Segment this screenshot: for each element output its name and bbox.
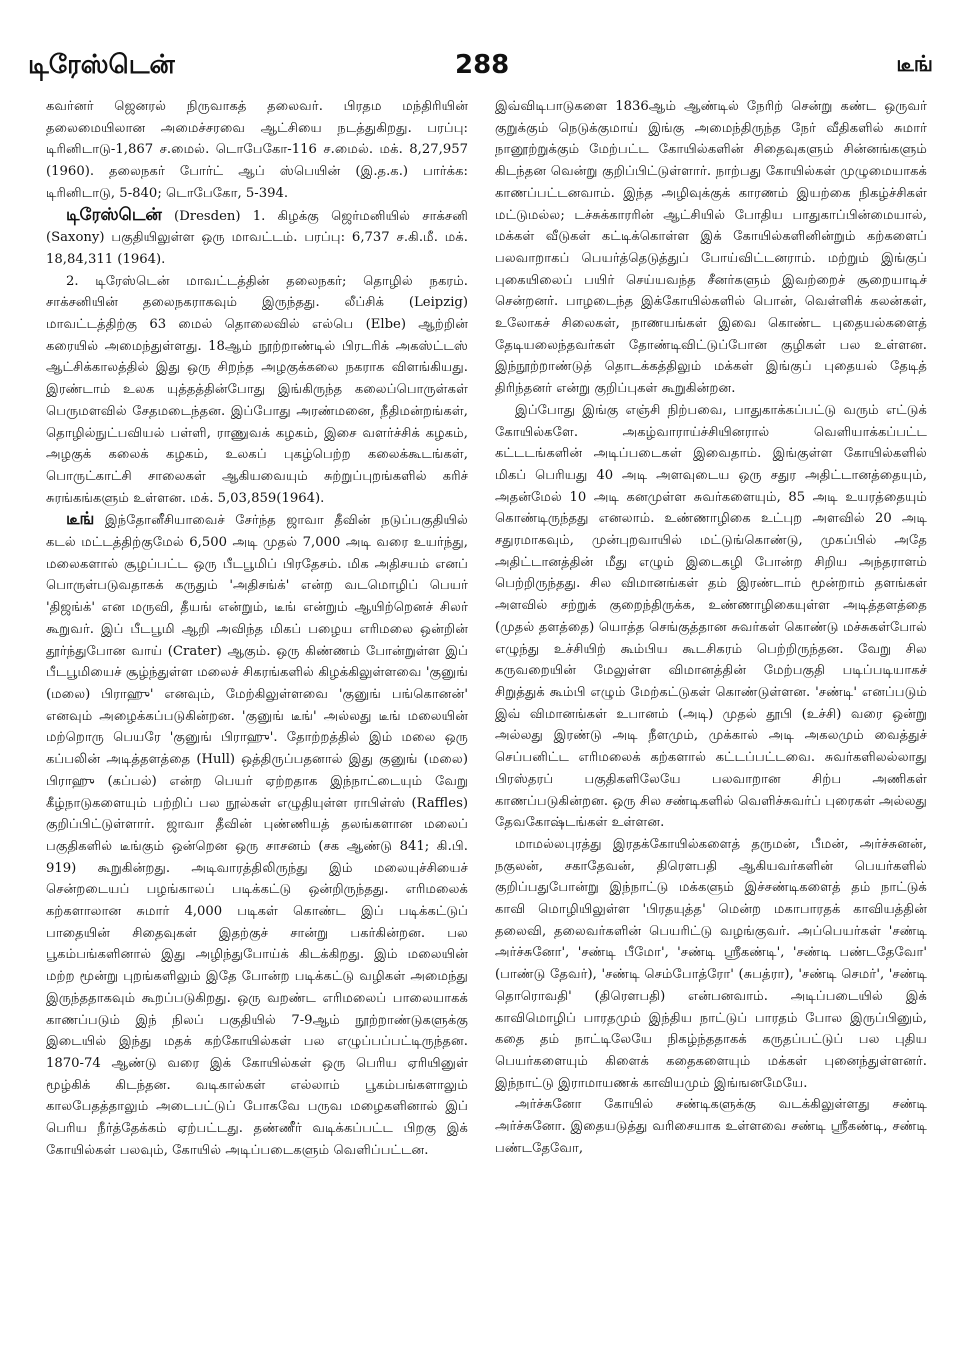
paragraph-dresden-city: 2. டிரேஸ்டென் மாவட்டத்தின் தலைநகர்; தொழில் நகரம். சாக்சனியின் தலைநகராகவும் இருந்தது. லீப்சிக் (Leipzig) மாவட்டத்திற்கு 63 மைல் தொலைவில் எல்பெ (Elbe) ஆற்றின் கரையில் அமைந்துள்ளது. 18ஆம் நூற்றாண்டில் பிரடரிக் அகஸ்ட்டஸ் ஆட்சிக்காலத்தில் இது ஒரு சிறந்த அழகுக்கலை நகராக விளங்கியது. இரண்டாம் உலக யுத்தத்தின்போது இங்கிருந்த கலைப்பொருள்கள் பெருமளவில் சேதமடைந்தன. இப்போது அரண்மனை, நீதிமன்றங்கள், தொழில்நுட்பவியல் பள்ளி, ராணுவக் கழகம், இசை வளர்ச்சிக் கழகம், அழகுக் கலைக் கழகம், உலகப் புகழ்பெற்ற கலைக்கூடங்கள், பொருட்காட்சி சாலைகள் ஆகியவையும் சுற்றுப்புறங்களில் கரிச் சுரங்கங்களும் உள்ளன. மக். 5,03,859(1964).: [46, 273, 468, 506]
page-number: 288: [455, 50, 510, 80]
entry-dresden: [46, 205, 468, 271]
paragraph-candi-names: மாமல்லபுரத்து இரதக்கோயில்களைத் தருமன், பீமன், அர்ச்சுனன், நகுலன், சகாதேவன், திரௌபதி ஆகியவர்களின் பெயர்களில் குறிப்பதுபோன்று இந்நாட்டு மக்களும் இச்சண்டிகளைத் தம் நாட்டுக் காவி மொழியிலுள்ள 'பிரதயுத்த' மென்ற மகாபாரதக் காவியத்தின் தலைவி, தலைவர்களின் பெயரிட்டு வழங்குவர். அப்பெயர்கள் 'சண்டி அர்ச்சுனோ', 'சண்டி பீமோ', 'சண்டி ஸ்ரீகண்டி', 'சண்டி பண்டதேவோ' (பாண்டு தேவர்), 'சண்டி செம்போத்ரோ' (சுபத்ரா), 'சண்டி செமர்', 'சண்டி தொரொவதி' (திரௌபதி) என்பனவாம். அடிப்படையில் இக் காவிமொழிப் பாரதமும் இந்திய நாட்டுப் பாரதம் போல இருப்பினும், கதை தம் நாட்டிலேயே நிகழ்ந்ததாகக் கருதப்பட்டுப் பல புதிய பெயர்களையும் கிளைக் கதைகளையும் மக்கள் புனைந்துள்ளனர். இந்நாட்டு இராமாயணக் காவியமும் இங்ஙனமேயே.: [495, 836, 927, 1091]
paragraph-ruins: இவ்விடிபாடுகளை 1836ஆம் ஆண்டில் நேரிற் சென்று கண்ட ஒருவர் குறுக்கும் நெடுக்குமாய் இங்கு அமைந்திருந்த நேர் வீதிகளில் சுமார் நானூற்றுக்கும் மேற்பட்ட கோயில்களின் சிதைவுகளும் சின்னங்களும் கிடந்தன வென்று குறிப்பிட்டுள்ளார். நாற்பது கோயில்கள் முழுமையாகக் காணப்பட்டனவாம். இந்த அழிவுக்குக் காரணம் இயற்கை நிகழ்ச்சிகள் மட்டுமல்ல; டச்சுக்காரரின் ஆட்சியில் போதிய பாதுகாப்பின்மையால், மக்கள் வீடுகள் கட்டிக்கொள்ள இக் கோயில்களினின்றும் கற்களைப் பலவாறாகப் பெயர்த்தெடுத்துப் போய்விட்டனராம். மற்றும் இங்குப் புகையிலைப் பயிர் செய்யவந்த சீனர்களும் இவற்றைச் சூறையாடிச் சென்றனர். பாழடைந்த இக்கோயில்களில் பொன், வெள்ளிக் கலன்கள், உலோகச் சிலைகள், நாணயங்கள் இவை கொண்ட புதையல்களைத் தேடியலைந்தவர்கள் தோண்டிவிட்டுப்போன குழிகள் பல உள்ளன. இந்நூற்றாண்டுத் தொடக்கத்திலும் மக்கள் இங்குப் புதையல் தேடித் திரிந்தனர் என்று குறிப்புகள் கூறுகின்றன.: [495, 99, 927, 397]
paragraph-trinidad-continued: கவர்னர் ஜெனரல் நிருவாகத் தலைவர். பிரதம மந்திரியின் தலைமையிலான அமைச்சரவை ஆட்சியை நடத்துகிறது. பரப்பு: டிரினிடாடு-1,867 ச.மைல். டொபேகோ-116 ச.மைல். மக். 8,27,957 (1960). தலைநகர் போர்ட் ஆப் ஸ்பெயின் (இ.த.க.) பார்க்க: டிரினிடாடு, 5-840; டொபேகோ, 5-394.: [46, 99, 468, 201]
entry-headword-dresden: டிரேஸ்டென்: [66, 204, 162, 225]
page-header: [0, 50, 967, 90]
running-title-left: டிரேஸ்டென்: [28, 50, 175, 80]
entry-text-dieng: இந்தோனீசியாவைச் சேர்ந்த ஜாவா தீவின் நடுப்பகுதியில் கடல் மட்டத்திற்குமேல் 6,500 அடி முதல் 7,000 அடி வரை உயர்ந்து, மலைகளால் சூழப்பட்ட ஒரு பீடபூமிப் பிரதேசம். மிக அதிசயம் எனப் பொருள்படுவதாகக் கருதும் 'அதிசங்க்' என்ற வடமொழிப் பெயர் 'திஜங்க்' என மருவி, தீயங் என்றும், டீங் என்றும் ஆயிற்றெனச் சிலர் கூறுவர். இப் பீடபூமி ஆறி அவிந்த மிகப் பழைய எரிமலை ஒன்றின் தூர்ந்துபோன வாய் (Crater) ஆகும். ஒரு கிண்ணம் போன்றுள்ள இப் பீடபூமியைச் சூழ்ந்துள்ள மலைச் சிகரங்களில் கிழக்கிலுள்ளவை 'குனுங் (மலை) பிராஹு' எனவும், மேற்கிலுள்ளவை 'குனுங் பங்கொனன்' எனவும் அழைக்கப்படுகின்றன. 'குனுங் டீங்' அல்லது டீங் மலையின் மற்றொரு பெயரே 'குனுங் பிராஹு'. தோற்றத்தில் இம் மலை ஒரு கப்பலின் அடித்தளத்தை (Hull) ஒத்திருப்பதனால் இது குனுங் (மலை) பிராஹு (கப்பல்) என்ற பெயர் ஏற்றதாக இந்நாட்டையும் வேறு கீழ்நாடுகளையும் பற்றிப் பல நூல்கள் எழுதியுள்ள ராபிள்ஸ் (Raffles) குறிப்பிட்டுள்ளார். ஜாவா தீவின் புண்ணியத் தலங்களான மலைப் பகுதிகளில் டீங்கும் ஒன்றென ஒரு சாசனம் (சக ஆண்டு 841; கி.பி. 919) கூறுகின்றது. அடிவாரத்திலிருந்து இம் மலையுச்சியைச் சென்றடையப் பழங்காலப் படிக்கட்டு ஒன்றிருந்தது. எரிமலைக் கற்களாலான சுமார் 4,000 படிகள் கொண்ட இப் படிக்கட்டுப் பாதையின் சிதைவுகள் இதற்குச் சான்று பகர்கின்றன. பல பூகம்பங்களினால் இது அழிந்துபோய்க் கிடக்கிறது. இம் மலையின் மற்ற மூன்று புறங்களிலும் இதே போன்ற படிக்கட்டு வழிகள் அமைந்து இருந்ததாகவும் கூறப்படுகிறது. ஒரு வறண்ட எரிமலைப் பாலையாகக் காணப்படும் இந் நிலப் பகுதியில் 7-9ஆம் நூற்றாண்டுகளுக்கு இடையில் இந்து மதக் கற்கோயில்கள் பல எழுப்பப்பட்டிருந்தன. 1870-74 ஆண்டு வரை இக் கோயில்கள் ஒரு பெரிய ஏரியினுள் மூழ்கிக் கிடந்தன. வடிகால்கள் எல்லாம் பூகம்பங்களாலும் காலபேதத்தாலும் அடைபட்டுப் போகவே பருவ மழைகளினால் இப் பெரிய நீர்த்தேக்கம் ஏற்பட்டது. தண்ணீர் வடிக்கப்பட்ட பிறகு இக் கோயில்கள் பலவும், கோயில் அடிப்படைகளும் வெளிப்பட்டன.: [46, 513, 468, 1158]
entry-dieng: [46, 509, 468, 1161]
paragraph-temples: இப்போது இங்கு எஞ்சி நிற்பவை, பாதுகாக்கப்பட்டு வரும் எட்டுக் கோயில்களே. அகழ்வாராய்ச்சியினரால் வெளியாக்கப்பட்ட கட்டடங்களின் அடிப்படைகள் இவைதாம். இங்குள்ள கோயில்களில் மிகப் பெரியது 40 அடி அளவுடைய ஒரு சதுர அதிட்டானத்தையும், அதன்மேல் 10 அடி கனமுள்ள சுவர்களையும், 85 அடி உயரத்தையும் கொண்டிருந்தது எனலாம். உண்ணாழிகை உட்புற அளவில் 20 அடி சதுரமாகவும், முன்புறவாயில் மட்டுங்கொண்டு, முகப்பில் அதே அதிட்டானத்தின் மீது எழும் இடைகழி போன்ற சிறிய அந்தராளம் பெற்றிருந்தது. சில விமானங்கள் தம் இரண்டாம் மூன்றாம் தளங்கள் அளவில் சற்றுக் குறைந்திருக்க, உண்ணாழிகையுள்ள அடித்தளத்தை (முதல் தளத்தை) யொத்த செங்குத்தான சுவர்கள் கொண்டு மச்சுகள்போல் எழுந்து உச்சியிற் கூம்பிய கூடசிகரம் பெற்றிருந்தன. வேறு சில கருவறையின் மேலுள்ள விமானத்தின் மேற்பகுதி படிப்படியாகச் சிறுத்துக் கூம்பி எழும் மேற்கட்டுகள் கொண்டுள்ளன. 'சண்டி' எனப்படும் இவ் விமானங்கள் உபானம் (அடி) முதல் தூபி (உச்சி) வரை ஒன்று அல்லது இரண்டு அடி நீளமும், முக்கால் அடி அகலமும் வைத்துச் செப்பனிட்ட எரிமலைக் கற்களால் கட்டப்பட்டவை. சுவர்களிலல்லாது பிரஸ்தரப் பகுதிகளிலேயே பலவாறான சிற்ப அணிகள் காணப்படுகின்றன. ஒரு சில சண்டிகளில் வெளிச்சுவர்ப் புரைகள் அல்லது தேவகோஷ்டங்கள் உள்ளன.: [495, 402, 927, 831]
left-column: [46, 96, 468, 1346]
right-column: [495, 96, 927, 1346]
entry-text-dresden: (Dresden) 1. கிழக்கு ஜெர்மனியில் சாக்சனி (Saxony) பகுதியிலுள்ள ஒரு மாவட்டம். பரப்பு: 6,737 ச.கி.மீ. மக். 18,84,311 (1964).: [46, 208, 468, 267]
running-title-right: டீங்: [896, 52, 933, 77]
entry-headword-dieng: டீங்: [66, 509, 95, 530]
paragraph-arjuna-temple: அர்ச்சுனோ கோயில் சண்டிகளுக்கு வடக்கிலுள்ளது சண்டி அர்ச்சுனோ. இதையடுத்து வரிசையாக உள்ளவை சண்டி ஸ்ரீகண்டி, சண்டி பண்டதேவோ,: [495, 1097, 927, 1156]
